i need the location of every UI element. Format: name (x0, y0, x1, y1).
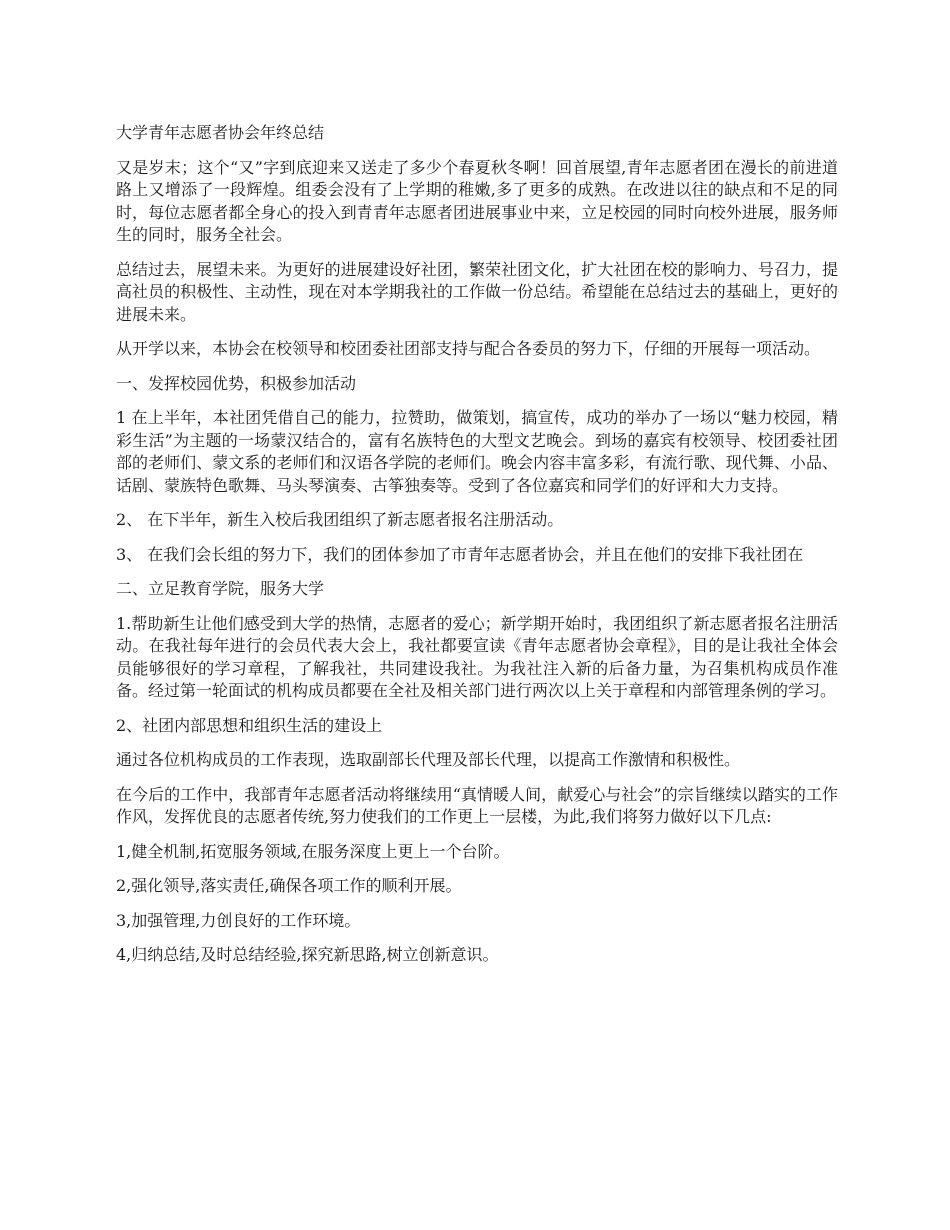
section-heading-2: 二、立足教育学院，服务大学 (116, 579, 325, 598)
list-item-1: 1,健全机制,拓宽服务领域,在服务深度上更上一个台阶。 (116, 841, 510, 861)
list-item-4: 4,归纳总结,及时总结经验,探究新思路,树立创新意识。 (116, 945, 499, 964)
paragraph-future-work: 在今后的工作中，我部青年志愿者活动将继续用“真情暖人间，献爱心与社会”的宗旨继续以踏实的工作作风，发挥优良的志愿者传统,努力使我们的工作更上一层楼，为此,我们将努力做好以下几点: (116, 784, 838, 826)
document-body (116, 122, 838, 979)
paragraph-member-performance: 通过各位机构成员的工作表现，选取副部长代理及部长代理，以提高工作激情和积极性。 (116, 750, 741, 769)
paragraph-since-start: 从开学以来，本协会在校领导和校团委社团部支持与配合各委员的努力下，仔细的开展每一项活动。 (116, 339, 821, 358)
paragraph-item-1-1: 1 在上半年，本社团凭借自己的能力，拉赞助，做策划，搞宣传，成功的举办了一场以“魅力校园，精彩生活”为主题的一场蒙汉结合的，富有名族特色的大型文艺晚会。到场的嘉宾有校领导、校团委社团部的老师们、蒙文系的老师们和汉语各学院的老师们。晚会内容丰富多彩，有流行歌、现代舞、小品、话剧、蒙族特色歌舞、马头琴演奏、古筝独奏等。受到了各位嘉宾和同学们的好评和大力支持。 (116, 408, 838, 495)
section-heading-1: 一、发挥校园优势，积极参加活动 (116, 373, 357, 393)
paragraph-item-1-3: 3、 在我们会长组的努力下，我们的团体参加了市青年志愿者协会，并且在他们的安排下我社团在 (116, 544, 804, 564)
document-title: 大学青年志愿者协会年终总结 (116, 123, 325, 142)
paragraph-item-1-2: 2、 在下半年，新生入校后我团组织了新志愿者报名注册活动。 (116, 510, 564, 529)
paragraph-summary: 总结过去，展望未来。为更好的进展建设好社团，繁荣社团文化，扩大社团在校的影响力、号召力，提高社员的积极性、主动性，现在对本学期我社的工作做一份总结。希望能在总结过去的基础上，更好的进展未来。 (116, 259, 838, 324)
list-item-3: 3,加强管理,力创良好的工作环境。 (116, 910, 361, 930)
paragraph-item-2-2: 2、社团内部思想和组织生活的建设上 (116, 715, 383, 735)
paragraph-item-2-1: 1.帮助新生让他们感受到大学的热情，志愿者的爱心；新学期开始时，我团组织了新志愿者报名注册活动。在我社每年进行的会员代表大会上，我社都要宣读《青年志愿者协会章程》，目的是让我社全体会员能够很好的学习章程，了解我社，共同建设我社。为我社注入新的后备力量，为召集机构成员作准备。经过第一轮面试的机构成员都要在全社及相关部门进行两次以上关于章程和内部管理条例的学习。 (116, 613, 838, 700)
paragraph-intro: 又是岁末；这个“又”字到底迎来又送走了多少个春夏秋冬啊！回首展望,青年志愿者团在漫长的前进道路上又增添了一段辉煌。组委会没有了上学期的稚嫩,多了更多的成熟。在改进以往的缺点和不足的同时，每位志愿者都全身心的投入到青青年志愿者团进展事业中来，立足校园的同时向校外进展，服务师生的同时，服务全社会。 (116, 157, 838, 244)
list-item-2: 2,强化领导,落实责任,确保各项工作的顺利开展。 (116, 876, 462, 895)
